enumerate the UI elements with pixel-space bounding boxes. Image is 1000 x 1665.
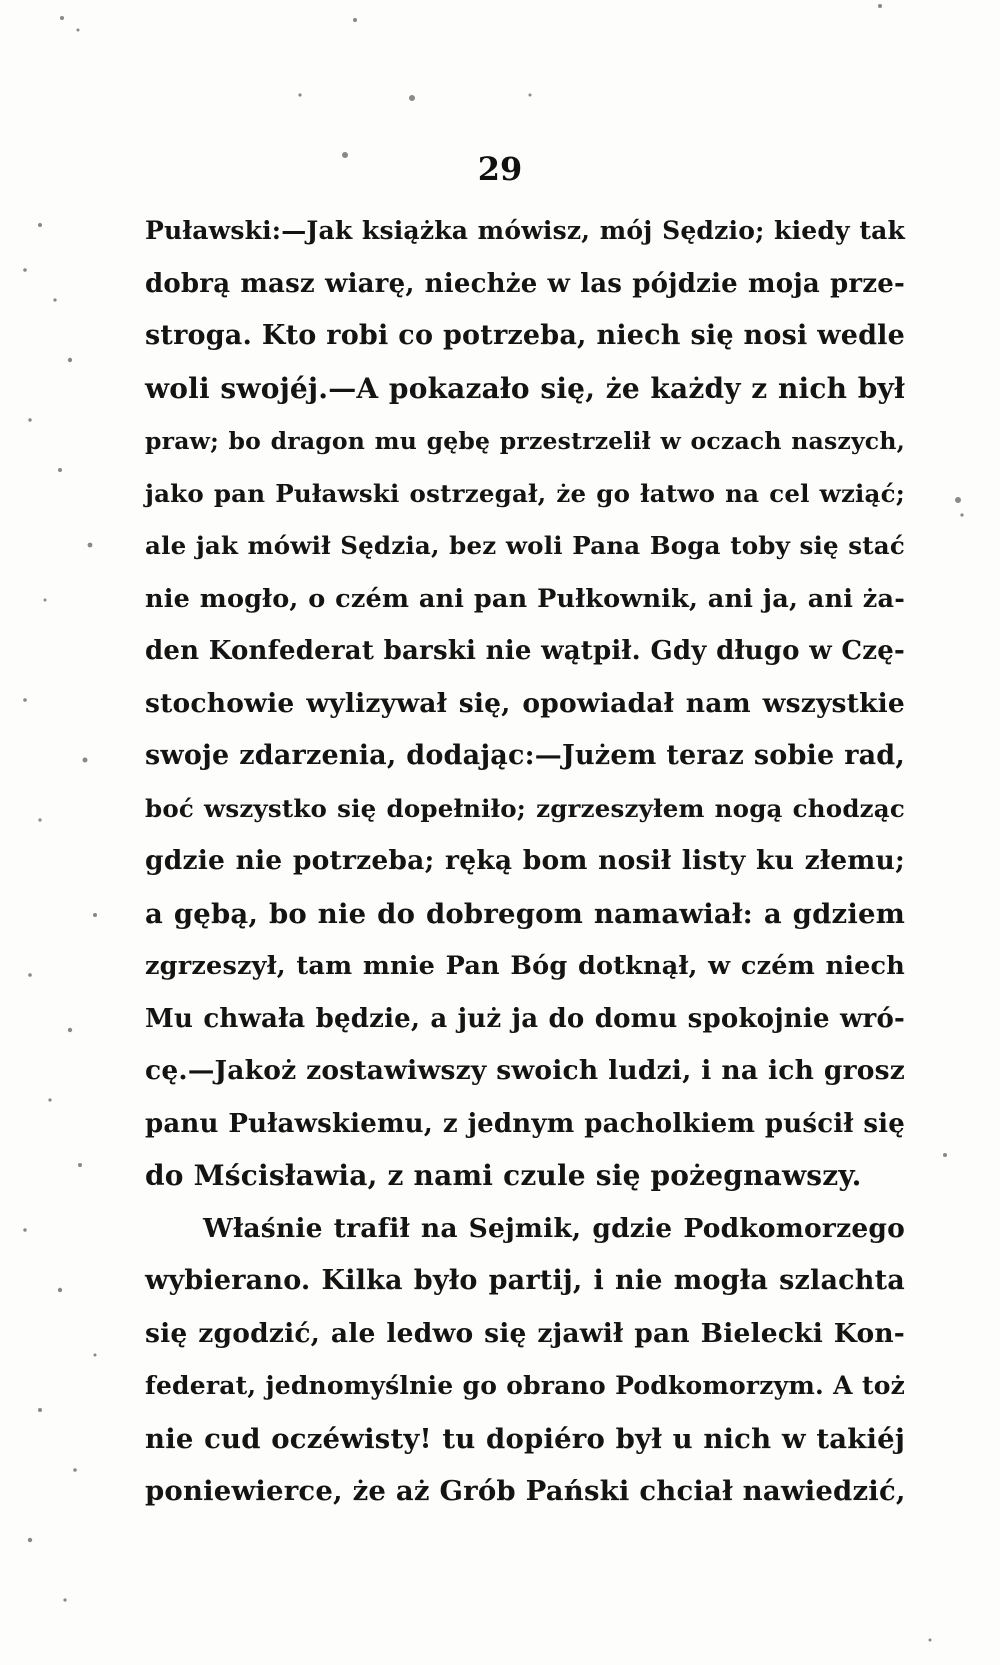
paragraph-end-line: do Mścisławia, z nami czule się pożegnawszy. bbox=[145, 1159, 862, 1192]
text-line: Puławski:—Jak książka mówisz, mój Sędzio; kiedy tak bbox=[145, 216, 905, 245]
body-text bbox=[145, 205, 905, 1518]
text-line: stroga. Kto robi co potrzeba, niech się nosi wedle bbox=[145, 320, 905, 351]
text-line: swoje zdarzenia, dodając:—Jużem teraz sobie rad, bbox=[145, 740, 905, 771]
text-line: wybierano. Kilka było partij, i nie mogła szlachta bbox=[145, 1265, 905, 1296]
text-line: stochowie wylizywał się, opowiadał nam wszystkie bbox=[145, 687, 905, 719]
text-line: Mu chwała będzie, a już ja do domu spokojnie wró- bbox=[145, 1003, 905, 1034]
page-number: 29 bbox=[477, 150, 523, 188]
paragraph-start-line: Właśnie trafił na Sejmik, gdzie Podkomorzego bbox=[203, 1212, 905, 1244]
text-line: się zgodzić, ale ledwo się zjawił pan Bielecki Kon- bbox=[145, 1317, 905, 1349]
text-line: praw; bo dragon mu gębę przestrzelił w oczach naszych, bbox=[145, 427, 905, 455]
text-line: nie cud oczéwisty! tu dopiéro był u nich w takiéj bbox=[145, 1422, 905, 1455]
text-line: boć wszystko się dopełniło; zgrzeszyłem nogą chodząc bbox=[145, 793, 905, 823]
text-line: federat, jednomyślnie go obrano Podkomorzym. A toż bbox=[145, 1371, 905, 1400]
text-line: dobrą masz wiarę, niechże w las pójdzie moja prze- bbox=[145, 268, 905, 299]
text-line: a gębą, bo nie do dobregom namawiał: a gdziem bbox=[145, 897, 905, 930]
text-line: zgrzeszył, tam mnie Pan Bóg dotknął, w czém niech bbox=[145, 951, 905, 981]
text-line: cę.—Jakoż zostawiwszy swoich ludzi, i na ich grosz bbox=[145, 1055, 905, 1086]
text-line: gdzie nie potrzeba; ręką bom nosił listy ku złemu; bbox=[145, 845, 905, 876]
text-line: ale jak mówił Sędzia, bez woli Pana Boga toby się stać bbox=[145, 531, 905, 560]
text-line: woli swojéj.—A pokazało się, że każdy z nich był bbox=[145, 371, 905, 405]
text-line: panu Puławskiemu, z jednym pacholkiem puścił się bbox=[145, 1108, 905, 1139]
text-line: jako pan Puławski ostrzegał, że go łatwo na cel wziąć; bbox=[145, 478, 905, 508]
text-line: poniewierce, że aż Grób Pański chciał nawiedzić, bbox=[145, 1475, 906, 1507]
text-line: den Konfederat barski nie wątpił. Gdy długo w Czę- bbox=[145, 636, 905, 666]
text-line: nie mogło, o czém ani pan Pułkownik, ani ja, ani ża- bbox=[145, 583, 905, 614]
